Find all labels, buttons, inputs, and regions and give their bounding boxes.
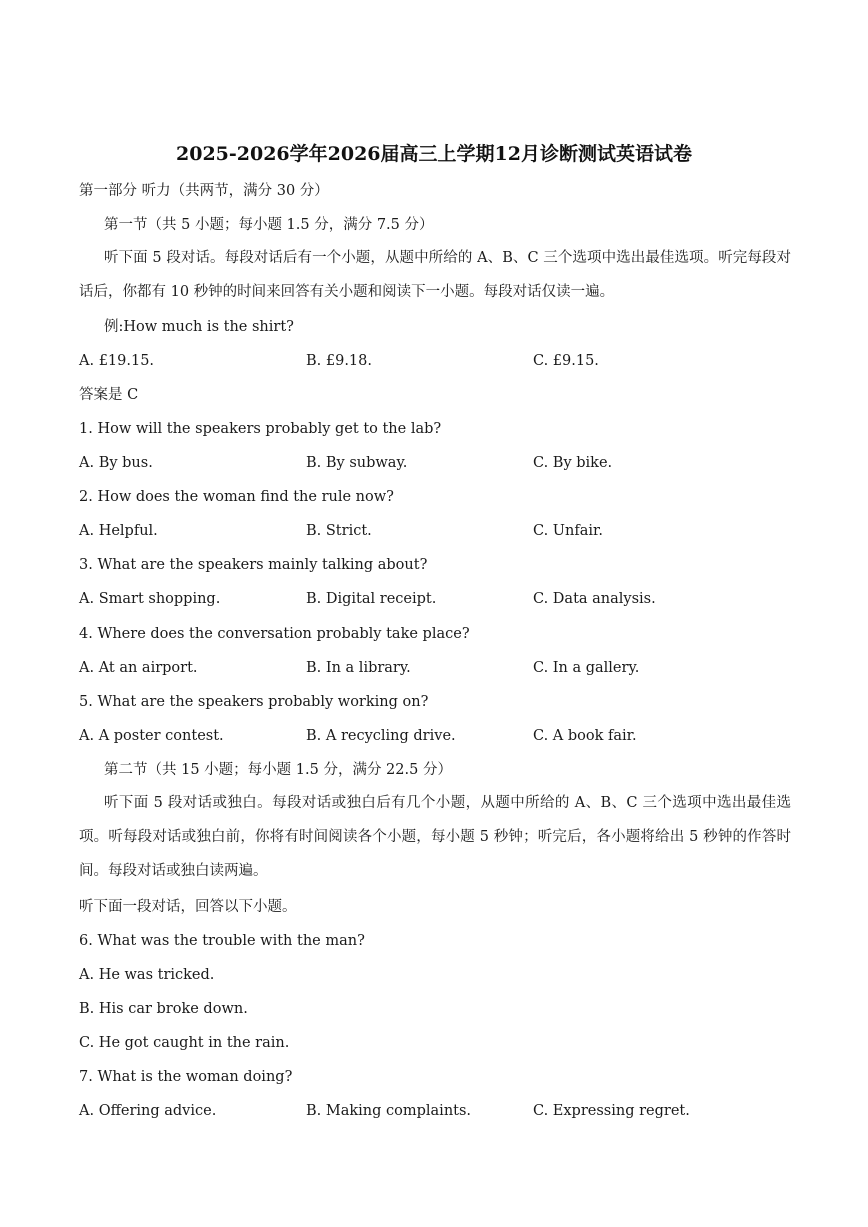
question-3: 3. What are the speakers mainly talking about? — [79, 557, 428, 573]
section2-subheading: 听下面一段对话，回答以下小题。 — [79, 899, 297, 915]
q4-option-c: C. In a gallery. — [533, 660, 640, 676]
q1-option-a: A. By bus. — [79, 455, 153, 471]
q5-option-c: C. A book fair. — [533, 728, 637, 744]
question-4: 4. Where does the conversation probably take place? — [79, 626, 470, 642]
q7-option-c: C. Expressing regret. — [533, 1103, 690, 1119]
question-1: 1. How will the speakers probably get to the lab? — [79, 421, 442, 437]
question-7: 7. What is the woman doing? — [79, 1069, 293, 1085]
section2-heading: 第二节（共 15 小题；每小题 1.5 分，满分 22.5 分） — [104, 762, 452, 778]
q4-option-a: A. At an airport. — [79, 660, 198, 676]
q5-option-a: A. A poster contest. — [79, 728, 224, 744]
q6-option-c: C. He got caught in the rain. — [79, 1035, 290, 1051]
example-option-a: A. £19.15. — [79, 353, 155, 369]
section1-instructions: 听下面 5 段对话。每段对话后有一个小题，从题中所给的 A、B、C 三个选项中选出最佳选项。听完每段对话后，你都有 10 秒钟的时间来回答有关小题和阅读下一小题。每段对话仅读一遍。 — [79, 250, 791, 300]
q6-option-a: A. He was tricked. — [79, 967, 215, 983]
page-title: 2025-2026学年2026届高三上学期12月诊断测试英语试卷 — [176, 143, 692, 165]
q3-option-c: C. Data analysis. — [533, 591, 656, 607]
q1-option-c: C. By bike. — [533, 455, 613, 471]
q1-option-b: B. By subway. — [306, 455, 408, 471]
q5-option-b: B. A recycling drive. — [306, 728, 456, 744]
part1-heading: 第一部分 听力（共两节，满分 30 分） — [79, 183, 329, 199]
q2-option-b: B. Strict. — [306, 523, 372, 539]
example-option-c: C. £9.15. — [533, 353, 599, 369]
question-6: 6. What was the trouble with the man? — [79, 933, 365, 949]
example-question: 例:How much is the shirt? — [104, 319, 294, 335]
q2-option-c: C. Unfair. — [533, 523, 603, 539]
q7-option-a: A. Offering advice. — [79, 1103, 217, 1119]
question-2: 2. How does the woman find the rule now? — [79, 489, 394, 505]
section1-heading: 第一节（共 5 小题；每小题 1.5 分，满分 7.5 分） — [104, 217, 434, 233]
q2-option-a: A. Helpful. — [79, 523, 158, 539]
q6-option-b: B. His car broke down. — [79, 1001, 248, 1017]
q7-option-b: B. Making complaints. — [306, 1103, 472, 1119]
example-option-b: B. £9.18. — [306, 353, 372, 369]
q3-option-a: A. Smart shopping. — [79, 591, 221, 607]
section2-instructions: 听下面 5 段对话或独白。每段对话或独白后有几个小题，从题中所给的 A、B、C 三个选项中选出最佳选项。听每段对话或独白前，你将有时间阅读各个小题，每小题 5 秒钟；听完后，各小题将给出 5 秒钟的作答时间。每段对话或独白读两遍。 — [79, 795, 791, 879]
example-answer: 答案是 C — [79, 387, 139, 403]
question-5: 5. What are the speakers probably working on? — [79, 694, 429, 710]
q4-option-b: B. In a library. — [306, 660, 411, 676]
q3-option-b: B. Digital receipt. — [306, 591, 437, 607]
